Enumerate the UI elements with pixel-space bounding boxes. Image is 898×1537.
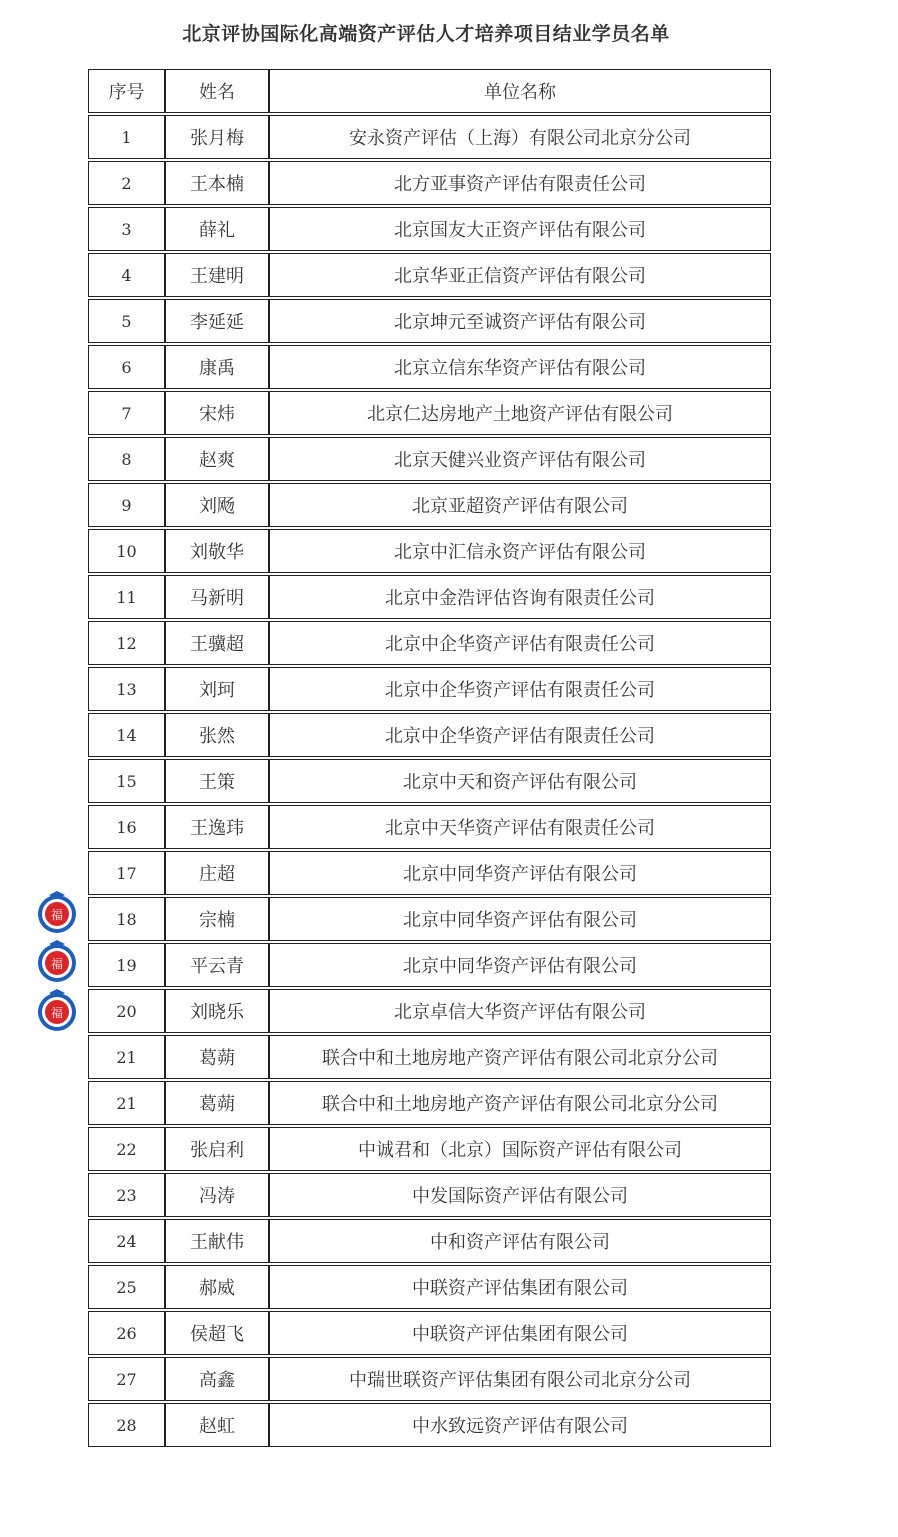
cell-org: 北京中同华资产评估有限公司 <box>268 851 771 895</box>
table-row <box>88 345 771 389</box>
cell-name: 平云青 <box>164 943 268 987</box>
table-row <box>88 437 771 481</box>
table-row <box>88 713 771 757</box>
page-title: 北京评协国际化高端资产评估人才培养项目结业学员名单 <box>182 23 670 45</box>
cell-org: 中联资产评估集团有限公司 <box>268 1265 771 1309</box>
cell-org: 北京中天和资产评估有限公司 <box>268 759 771 803</box>
svg-text:福: 福 <box>50 908 64 922</box>
cell-no: 21 <box>88 1081 164 1125</box>
cell-org: 中瑞世联资产评估集团有限公司北京分公司 <box>268 1357 771 1401</box>
cell-org: 北京中同华资产评估有限公司 <box>268 897 771 941</box>
cell-org: 北京国友大正资产评估有限公司 <box>268 207 771 251</box>
cell-name: 薛礼 <box>164 207 268 251</box>
cell-name: 郝威 <box>164 1265 268 1309</box>
cell-no: 27 <box>88 1357 164 1401</box>
cell-no: 12 <box>88 621 164 665</box>
cell-no: 21 <box>88 1035 164 1079</box>
cell-name: 宗楠 <box>164 897 268 941</box>
cell-no: 4 <box>88 253 164 297</box>
cell-no: 9 <box>88 483 164 527</box>
svg-text:福: 福 <box>50 1006 64 1020</box>
cell-org: 北京仁达房地产土地资产评估有限公司 <box>268 391 771 435</box>
table-row <box>88 805 771 849</box>
table-row <box>88 483 771 527</box>
cell-org: 中水致远资产评估有限公司 <box>268 1403 771 1447</box>
cell-org: 联合中和土地房地产资产评估有限公司北京分公司 <box>268 1035 771 1079</box>
cell-no: 7 <box>88 391 164 435</box>
table-row <box>88 1311 771 1355</box>
cell-name: 冯涛 <box>164 1173 268 1217</box>
cell-name: 高鑫 <box>164 1357 268 1401</box>
table-row <box>88 621 771 665</box>
cell-no: 15 <box>88 759 164 803</box>
table-row <box>88 299 771 343</box>
cell-no: 19 <box>88 943 164 987</box>
fortune-bag-icon <box>35 938 79 982</box>
cell-name: 李延延 <box>164 299 268 343</box>
cell-name: 张月梅 <box>164 115 268 159</box>
cell-no: 20 <box>88 989 164 1033</box>
header-name: 姓名 <box>164 69 268 113</box>
cell-org: 中和资产评估有限公司 <box>268 1219 771 1263</box>
table-row <box>88 1219 771 1263</box>
cell-org: 北京坤元至诚资产评估有限公司 <box>268 299 771 343</box>
table-row <box>88 1265 771 1309</box>
cell-no: 1 <box>88 115 164 159</box>
table-row <box>88 1403 771 1447</box>
cell-name: 王策 <box>164 759 268 803</box>
cell-name: 刘晓乐 <box>164 989 268 1033</box>
cell-org: 北京中同华资产评估有限公司 <box>268 943 771 987</box>
cell-name: 康禹 <box>164 345 268 389</box>
cell-no: 13 <box>88 667 164 711</box>
table-row <box>88 897 771 941</box>
table-header-row <box>88 69 771 113</box>
cell-org: 北京中汇信永资产评估有限公司 <box>268 529 771 573</box>
header-org: 单位名称 <box>268 69 771 113</box>
cell-no: 23 <box>88 1173 164 1217</box>
table-row <box>88 1035 771 1079</box>
table-row <box>88 1127 771 1171</box>
cell-no: 17 <box>88 851 164 895</box>
cell-no: 10 <box>88 529 164 573</box>
cell-no: 28 <box>88 1403 164 1447</box>
cell-name: 王逸玮 <box>164 805 268 849</box>
fortune-bag-icon <box>35 889 79 933</box>
cell-no: 6 <box>88 345 164 389</box>
cell-org: 联合中和土地房地产资产评估有限公司北京分公司 <box>268 1081 771 1125</box>
cell-no: 18 <box>88 897 164 941</box>
cell-no: 16 <box>88 805 164 849</box>
cell-org: 北京中金浩评估咨询有限责任公司 <box>268 575 771 619</box>
table-row <box>88 943 771 987</box>
cell-org: 北京天健兴业资产评估有限公司 <box>268 437 771 481</box>
cell-org: 北方亚事资产评估有限责任公司 <box>268 161 771 205</box>
cell-name: 庄超 <box>164 851 268 895</box>
cell-name: 马新明 <box>164 575 268 619</box>
cell-name: 张启利 <box>164 1127 268 1171</box>
table-row <box>88 529 771 573</box>
table-row <box>88 115 771 159</box>
table-row <box>88 759 771 803</box>
cell-no: 14 <box>88 713 164 757</box>
cell-no: 26 <box>88 1311 164 1355</box>
cell-org: 安永资产评估（上海）有限公司北京分公司 <box>268 115 771 159</box>
cell-name: 葛蒴 <box>164 1081 268 1125</box>
cell-name: 刘敬华 <box>164 529 268 573</box>
cell-name: 葛蒴 <box>164 1035 268 1079</box>
cell-no: 3 <box>88 207 164 251</box>
table-row <box>88 391 771 435</box>
roster-body <box>88 69 771 1447</box>
cell-name: 王献伟 <box>164 1219 268 1263</box>
cell-no: 8 <box>88 437 164 481</box>
fortune-bag-icon <box>35 987 79 1031</box>
cell-name: 王建明 <box>164 253 268 297</box>
cell-name: 宋炜 <box>164 391 268 435</box>
cell-org: 北京亚超资产评估有限公司 <box>268 483 771 527</box>
cell-name: 刘珂 <box>164 667 268 711</box>
cell-name: 张然 <box>164 713 268 757</box>
table-row <box>88 851 771 895</box>
cell-name: 王本楠 <box>164 161 268 205</box>
table-row <box>88 989 771 1033</box>
cell-name: 赵爽 <box>164 437 268 481</box>
cell-org: 中发国际资产评估有限公司 <box>268 1173 771 1217</box>
cell-no: 5 <box>88 299 164 343</box>
cell-org: 北京中企华资产评估有限责任公司 <box>268 667 771 711</box>
cell-org: 北京立信东华资产评估有限公司 <box>268 345 771 389</box>
cell-name: 赵虹 <box>164 1403 268 1447</box>
cell-org: 北京华亚正信资产评估有限公司 <box>268 253 771 297</box>
cell-org: 北京中企华资产评估有限责任公司 <box>268 713 771 757</box>
graduate-roster-table <box>88 67 771 1449</box>
cell-name: 刘飏 <box>164 483 268 527</box>
table-row <box>88 1357 771 1401</box>
svg-text:福: 福 <box>50 957 64 971</box>
cell-name: 王骥超 <box>164 621 268 665</box>
table-row <box>88 161 771 205</box>
cell-org: 北京中企华资产评估有限责任公司 <box>268 621 771 665</box>
cell-org: 中联资产评估集团有限公司 <box>268 1311 771 1355</box>
table-row <box>88 1081 771 1125</box>
cell-no: 11 <box>88 575 164 619</box>
cell-org: 中诚君和（北京）国际资产评估有限公司 <box>268 1127 771 1171</box>
table-row <box>88 1173 771 1217</box>
cell-name: 侯超飞 <box>164 1311 268 1355</box>
table-row <box>88 207 771 251</box>
cell-no: 22 <box>88 1127 164 1171</box>
cell-no: 2 <box>88 161 164 205</box>
cell-no: 24 <box>88 1219 164 1263</box>
header-no: 序号 <box>88 69 164 113</box>
table-row <box>88 575 771 619</box>
table-row <box>88 253 771 297</box>
cell-no: 25 <box>88 1265 164 1309</box>
table-row <box>88 667 771 711</box>
cell-org: 北京中天华资产评估有限责任公司 <box>268 805 771 849</box>
cell-org: 北京卓信大华资产评估有限公司 <box>268 989 771 1033</box>
